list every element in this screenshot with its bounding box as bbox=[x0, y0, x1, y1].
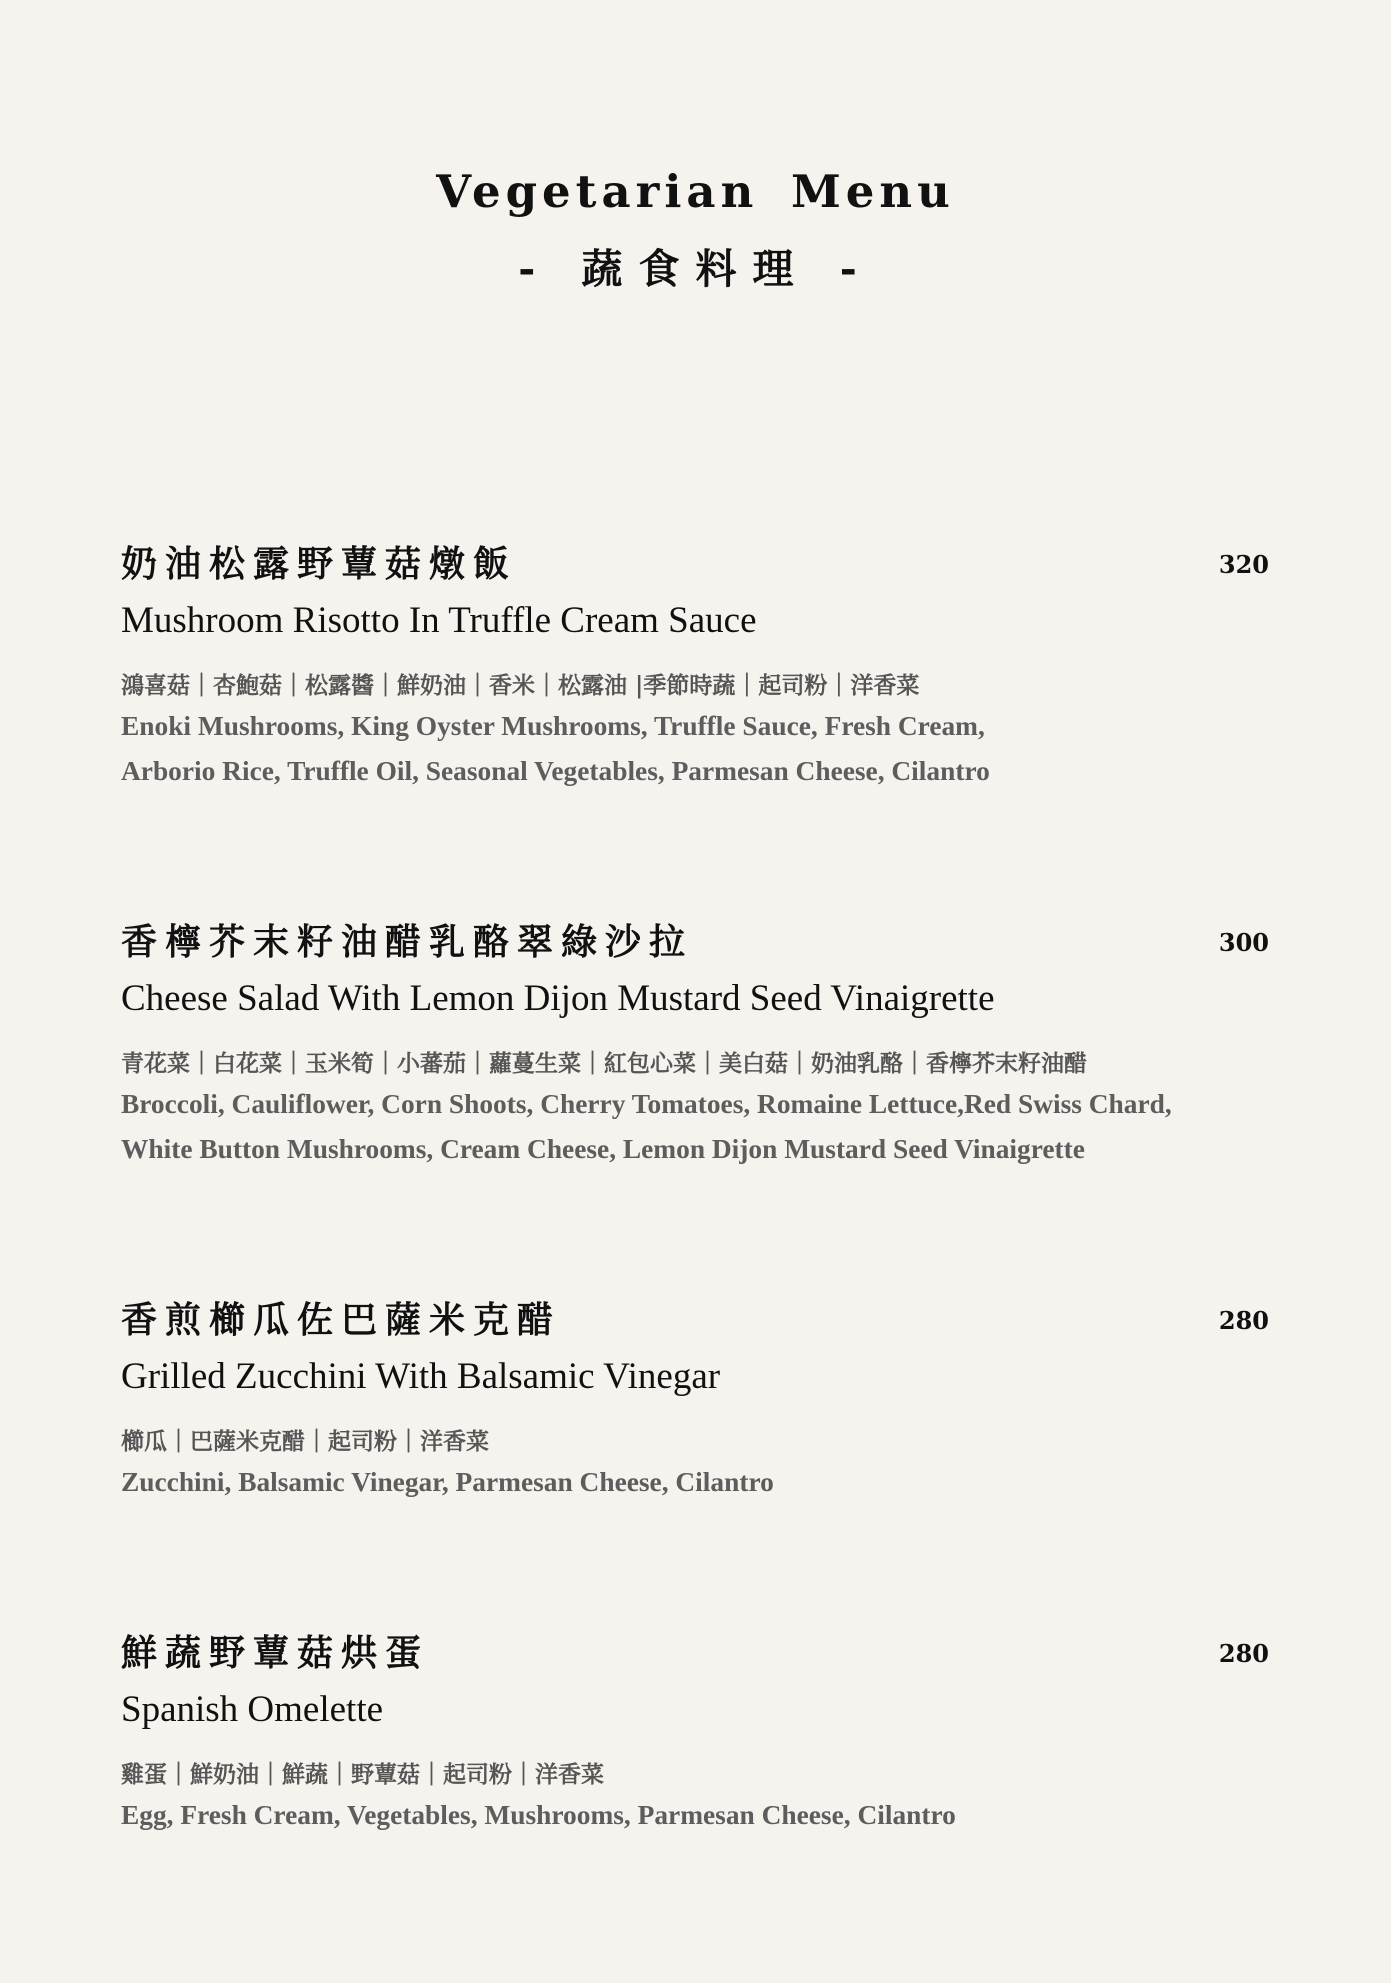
item-price: 280 bbox=[1218, 1639, 1269, 1668]
item-ingredients-zh: 青花菜｜白花菜｜玉米筍｜小蕃茄｜蘿蔓生菜｜紅包心菜｜美白菇｜奶油乳酪｜香檸芥末籽油醋 bbox=[121, 1050, 1087, 1077]
item-ingredients-en bbox=[121, 1460, 1269, 1505]
item-ingredients-en bbox=[121, 1082, 1269, 1171]
item-name-en: Grilled Zucchini With Balsamic Vinegar bbox=[121, 1356, 721, 1397]
menu-item-risotto bbox=[121, 538, 1269, 793]
menu-item-zucchini bbox=[121, 1294, 1269, 1505]
item-ingredients-en bbox=[121, 704, 1269, 793]
ingredients-en-line: Enoki Mushrooms, King Oyster Mushrooms, Truffle Sauce, Fresh Cream, bbox=[121, 711, 985, 741]
item-name-zh: 奶油松露野蕈菇燉飯 bbox=[121, 543, 518, 585]
menu-title-en: Vegetarian Menu bbox=[436, 165, 955, 218]
item-price: 300 bbox=[1218, 928, 1269, 957]
item-price: 280 bbox=[1218, 1306, 1269, 1335]
item-ingredients-zh: 櫛瓜｜巴薩米克醋｜起司粉｜洋香菜 bbox=[121, 1428, 489, 1455]
menu-item-omelette bbox=[121, 1627, 1269, 1838]
item-name-en: Mushroom Risotto In Truffle Cream Sauce bbox=[121, 600, 757, 641]
ingredients-en-line: Zucchini, Balsamic Vinegar, Parmesan Cheese, Cilantro bbox=[121, 1467, 774, 1497]
ingredients-en-line: Arborio Rice, Truffle Oil, Seasonal Vegetables, Parmesan Cheese, Cilantro bbox=[121, 755, 990, 786]
item-name-zh: 鮮蔬野蕈菇烘蛋 bbox=[121, 1632, 430, 1674]
item-name-en: Spanish Omelette bbox=[121, 1689, 384, 1730]
menu-title-zh: - 蔬食料理 - bbox=[518, 245, 873, 293]
menu-item-salad bbox=[121, 916, 1269, 1171]
item-ingredients-en bbox=[121, 1793, 1269, 1838]
menu-header bbox=[0, 158, 1391, 298]
ingredients-en-line: Egg, Fresh Cream, Vegetables, Mushrooms, Parmesan Cheese, Cilantro bbox=[121, 1800, 956, 1830]
item-ingredients-zh: 雞蛋｜鮮奶油｜鮮蔬｜野蕈菇｜起司粉｜洋香菜 bbox=[121, 1761, 604, 1788]
ingredients-en-line: White Button Mushrooms, Cream Cheese, Lemon Dijon Mustard Seed Vinaigrette bbox=[121, 1133, 1085, 1164]
item-price: 320 bbox=[1218, 550, 1269, 579]
item-ingredients-zh: 鴻喜菇｜杏鮑菇｜松露醬｜鮮奶油｜香米｜松露油 |季節時蔬｜起司粉｜洋香菜 bbox=[121, 672, 920, 699]
ingredients-en-line: Broccoli, Cauliflower, Corn Shoots, Cherry Tomatoes, Romaine Lettuce,Red Swiss Chard, bbox=[121, 1089, 1172, 1119]
item-name-zh: 香煎櫛瓜佐巴薩米克醋 bbox=[121, 1299, 562, 1341]
item-name-en: Cheese Salad With Lemon Dijon Mustard Seed Vinaigrette bbox=[121, 978, 995, 1019]
item-name-zh: 香檸芥末籽油醋乳酪翠綠沙拉 bbox=[121, 921, 694, 963]
